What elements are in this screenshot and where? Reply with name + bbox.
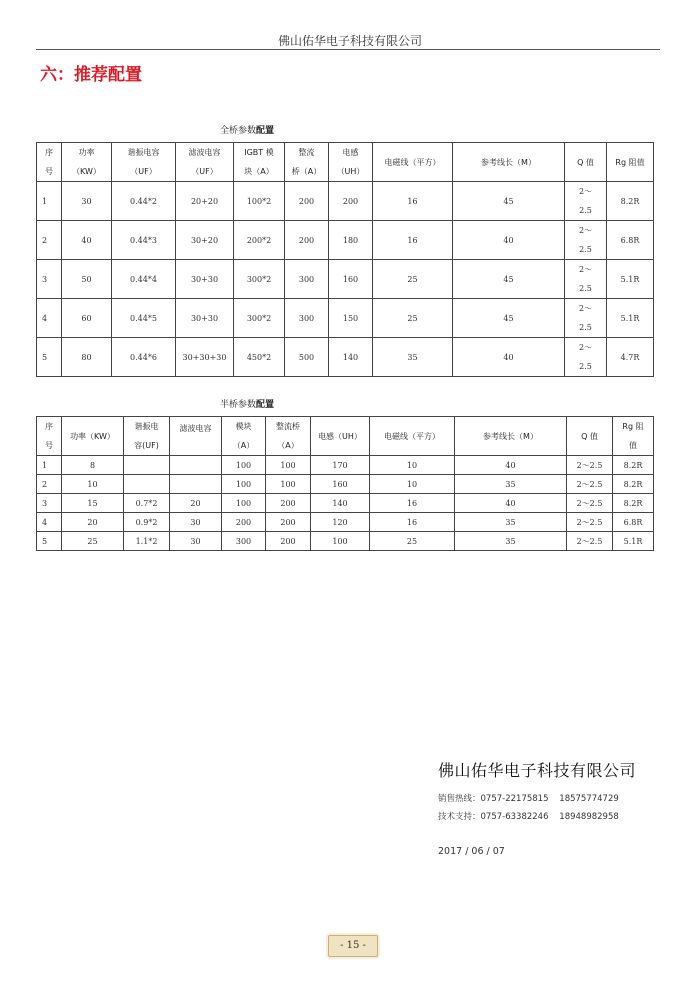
cell-q: 2～ 2.5 xyxy=(565,338,607,377)
half-bridge-caption-bold: 配置 xyxy=(256,400,275,410)
cell-igbt: 200*2 xyxy=(234,221,285,260)
cell-rg: 8.2R xyxy=(613,494,654,513)
footer-company: 佛山佑华电子科技有限公司 xyxy=(438,761,637,780)
header-resonant-cap: 谐振电容 （UF） xyxy=(112,143,176,182)
full-bridge-caption-prefix: 全桥参数 xyxy=(220,126,257,136)
cell-ref-length: 35 xyxy=(455,513,567,532)
cell-rg: 4.7R xyxy=(607,338,654,377)
cell-inductance: 120 xyxy=(311,513,370,532)
cell-ref-length: 35 xyxy=(455,475,567,494)
header-filter-cap: 滤波电容 xyxy=(170,417,222,456)
cell-rg: 8.2R xyxy=(607,182,654,221)
cell-power: 15 xyxy=(62,494,124,513)
cell-resonant-cap: 0.44*4 xyxy=(112,260,176,299)
cell-resonant-cap: 0.44*5 xyxy=(112,299,176,338)
header-q: Q 值 xyxy=(567,417,613,456)
cell-em-wire: 16 xyxy=(370,494,455,513)
cell-rectifier: 500 xyxy=(285,338,329,377)
cell-power: 60 xyxy=(62,299,112,338)
cell-power: 10 xyxy=(62,475,124,494)
header-divider xyxy=(36,49,660,50)
header-rg: Rg 阻 值 xyxy=(613,417,654,456)
full-bridge-table xyxy=(36,142,654,377)
table-row xyxy=(37,475,654,494)
cell-ref-length: 40 xyxy=(453,221,565,260)
cell-filter-cap: 20+20 xyxy=(176,182,234,221)
tech-label: 技术支持： xyxy=(438,812,481,822)
cell-resonant-cap: 0.7*2 xyxy=(124,494,170,513)
cell-filter-cap: 30+20 xyxy=(176,221,234,260)
half-bridge-table xyxy=(36,416,654,551)
cell-q: 2～ 2.5 xyxy=(565,182,607,221)
header-company: 佛山佑华电子科技有限公司 xyxy=(277,34,422,48)
cell-inductance: 180 xyxy=(329,221,373,260)
half-bridge-body xyxy=(37,456,654,551)
cell-resonant-cap xyxy=(124,475,170,494)
cell-rectifier: 100 xyxy=(266,456,311,475)
cell-igbt: 300*2 xyxy=(234,260,285,299)
header-igbt: IGBT 模 块（A） xyxy=(234,143,285,182)
cell-filter-cap: 30+30 xyxy=(176,260,234,299)
cell-module: 300 xyxy=(222,532,266,551)
cell-module: 200 xyxy=(222,513,266,532)
cell-power: 25 xyxy=(62,532,124,551)
cell-power: 80 xyxy=(62,338,112,377)
cell-seq: 2 xyxy=(37,221,62,260)
cell-resonant-cap: 0.44*3 xyxy=(112,221,176,260)
cell-resonant-cap: 1.1*2 xyxy=(124,532,170,551)
cell-seq: 3 xyxy=(37,260,62,299)
cell-seq: 5 xyxy=(37,532,62,551)
header-seq: 序 号 xyxy=(37,417,62,456)
header-seq: 序 号 xyxy=(37,143,62,182)
cell-ref-length: 35 xyxy=(455,532,567,551)
table-row xyxy=(37,182,654,221)
cell-rectifier: 200 xyxy=(266,532,311,551)
cell-em-wire: 10 xyxy=(370,475,455,494)
half-bridge-header-row xyxy=(37,417,654,456)
header-inductance: 电感（UH） xyxy=(311,417,370,456)
cell-seq: 1 xyxy=(37,456,62,475)
cell-filter-cap: 30 xyxy=(170,532,222,551)
table-row xyxy=(37,494,654,513)
cell-filter-cap: 30 xyxy=(170,513,222,532)
cell-inductance: 140 xyxy=(329,338,373,377)
cell-inductance: 160 xyxy=(329,260,373,299)
cell-em-wire: 16 xyxy=(370,513,455,532)
cell-q: 2～2.5 xyxy=(567,513,613,532)
cell-rectifier: 100 xyxy=(266,475,311,494)
cell-seq: 3 xyxy=(37,494,62,513)
cell-rectifier: 300 xyxy=(285,260,329,299)
header-rectifier: 整流桥 （A） xyxy=(266,417,311,456)
cell-ref-length: 45 xyxy=(453,182,565,221)
cell-em-wire: 25 xyxy=(373,260,453,299)
header-ref-length: 参考线长（M） xyxy=(455,417,567,456)
cell-module: 100 xyxy=(222,456,266,475)
table-row xyxy=(37,532,654,551)
cell-rectifier: 200 xyxy=(285,221,329,260)
cell-resonant-cap: 0.44*6 xyxy=(112,338,176,377)
cell-resonant-cap: 0.44*2 xyxy=(112,182,176,221)
cell-em-wire: 10 xyxy=(370,456,455,475)
header-filter-cap: 滤波电容 （UF） xyxy=(176,143,234,182)
cell-inductance: 200 xyxy=(329,182,373,221)
header-rg: Rg 阻值 xyxy=(607,143,654,182)
full-bridge-body xyxy=(37,182,654,377)
header-rectifier: 整流 桥（A） xyxy=(285,143,329,182)
header-em-wire: 电磁线（平方） xyxy=(370,417,455,456)
cell-q: 2～2.5 xyxy=(567,494,613,513)
section-title: 六：推荐配置 xyxy=(40,65,142,85)
cell-em-wire: 16 xyxy=(373,182,453,221)
cell-rectifier: 300 xyxy=(285,299,329,338)
half-bridge-caption-prefix: 半桥参数 xyxy=(220,400,257,410)
cell-rg: 8.2R xyxy=(613,456,654,475)
header-em-wire: 电磁线（平方） xyxy=(373,143,453,182)
cell-filter-cap xyxy=(170,475,222,494)
cell-power: 20 xyxy=(62,513,124,532)
cell-filter-cap: 30+30 xyxy=(176,299,234,338)
cell-q: 2～ 2.5 xyxy=(565,299,607,338)
cell-seq: 5 xyxy=(37,338,62,377)
cell-power: 50 xyxy=(62,260,112,299)
cell-seq: 2 xyxy=(37,475,62,494)
cell-resonant-cap: 0.9*2 xyxy=(124,513,170,532)
cell-seq: 4 xyxy=(37,513,62,532)
cell-em-wire: 16 xyxy=(373,221,453,260)
sales-hotline xyxy=(438,792,619,804)
full-bridge-header-row xyxy=(37,143,654,182)
cell-igbt: 450*2 xyxy=(234,338,285,377)
cell-em-wire: 35 xyxy=(373,338,453,377)
cell-power: 8 xyxy=(62,456,124,475)
cell-filter-cap xyxy=(170,456,222,475)
cell-seq: 1 xyxy=(37,182,62,221)
cell-inductance: 160 xyxy=(311,475,370,494)
cell-rg: 5.1R xyxy=(613,532,654,551)
table-row xyxy=(37,260,654,299)
cell-q: 2～ 2.5 xyxy=(565,221,607,260)
document-date: 2017 / 06 / 07 xyxy=(438,846,505,857)
cell-q: 2～ 2.5 xyxy=(565,260,607,299)
header-power: 功率 （KW） xyxy=(62,143,112,182)
cell-igbt: 100*2 xyxy=(234,182,285,221)
cell-ref-length: 45 xyxy=(453,260,565,299)
header-inductance: 电感 （UH） xyxy=(329,143,373,182)
table-row xyxy=(37,513,654,532)
header-ref-length: 参考线长（M） xyxy=(453,143,565,182)
cell-inductance: 170 xyxy=(311,456,370,475)
cell-inductance: 140 xyxy=(311,494,370,513)
cell-em-wire: 25 xyxy=(370,532,455,551)
cell-igbt: 300*2 xyxy=(234,299,285,338)
full-bridge-caption xyxy=(220,123,274,136)
cell-em-wire: 25 xyxy=(373,299,453,338)
tech-support xyxy=(438,810,619,822)
cell-rg: 8.2R xyxy=(613,475,654,494)
cell-rg: 6.8R xyxy=(613,513,654,532)
cell-ref-length: 40 xyxy=(453,338,565,377)
cell-ref-length: 40 xyxy=(455,456,567,475)
cell-module: 100 xyxy=(222,475,266,494)
cell-filter-cap: 30+30+30 xyxy=(176,338,234,377)
table-row xyxy=(37,338,654,377)
cell-inductance: 150 xyxy=(329,299,373,338)
half-bridge-caption xyxy=(220,397,274,410)
cell-q: 2～2.5 xyxy=(567,456,613,475)
cell-q: 2～2.5 xyxy=(567,475,613,494)
cell-module: 100 xyxy=(222,494,266,513)
table-row xyxy=(37,456,654,475)
cell-rg: 5.1R xyxy=(607,260,654,299)
cell-rectifier: 200 xyxy=(266,513,311,532)
sales-numbers: 0757-22175815 18575774729 xyxy=(480,794,619,804)
cell-inductance: 100 xyxy=(311,532,370,551)
cell-ref-length: 45 xyxy=(453,299,565,338)
header-resonant-cap: 谐振电 容(UF) xyxy=(124,417,170,456)
cell-ref-length: 40 xyxy=(455,494,567,513)
cell-rectifier: 200 xyxy=(266,494,311,513)
cell-rectifier: 200 xyxy=(285,182,329,221)
header-module: 模块 （A） xyxy=(222,417,266,456)
cell-power: 40 xyxy=(62,221,112,260)
sales-label: 销售热线： xyxy=(438,794,481,804)
tech-numbers: 0757-63382246 18948982958 xyxy=(480,812,619,822)
cell-rg: 6.8R xyxy=(607,221,654,260)
table-row xyxy=(37,221,654,260)
table-row xyxy=(37,299,654,338)
cell-power: 30 xyxy=(62,182,112,221)
cell-rg: 5.1R xyxy=(607,299,654,338)
cell-filter-cap: 20 xyxy=(170,494,222,513)
header-power: 功率（KW） xyxy=(62,417,124,456)
cell-q: 2～2.5 xyxy=(567,532,613,551)
cell-seq: 4 xyxy=(37,299,62,338)
full-bridge-caption-bold: 配置 xyxy=(256,126,275,136)
header-q: Q 值 xyxy=(565,143,607,182)
cell-resonant-cap xyxy=(124,456,170,475)
page-number: - 15 - xyxy=(328,935,378,957)
